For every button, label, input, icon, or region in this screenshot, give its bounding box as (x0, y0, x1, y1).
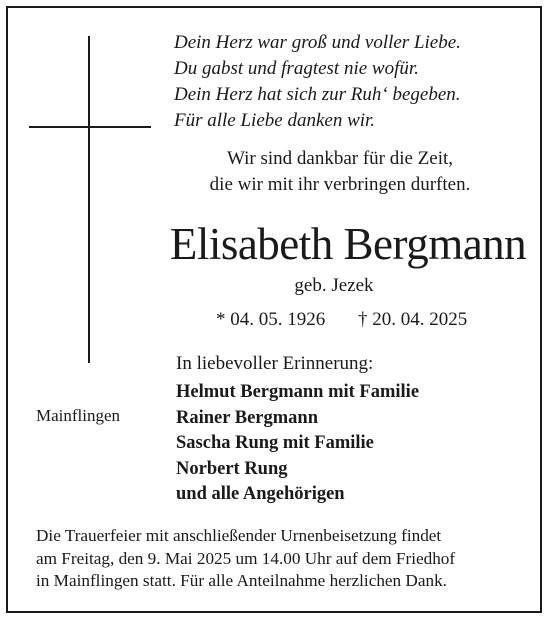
notice-line: am Freitag, den 9. Mai 2025 um 14.00 Uhr auf dem Friedhof (36, 548, 456, 568)
mourners-list (176, 380, 419, 508)
deceased-name: Elisabeth Bergmann (169, 219, 527, 269)
poem-line: Dein Herz war groß und voller Liebe. (174, 32, 461, 53)
mourner-item: und alle Angehörigen (176, 484, 345, 504)
mourner-item: Helmut Bergmann mit Familie (176, 382, 420, 402)
gratitude-line: die wir mit ihr verbringen durften. (209, 174, 471, 195)
birth-date: * 04. 05. 1926 (216, 309, 326, 330)
mourner-item: Rainer Bergmann (176, 407, 319, 428)
cross-icon-vertical (88, 36, 90, 363)
poem-line: Du gabst und fragtest nie wofür. (174, 58, 419, 79)
gratitude-text (160, 146, 520, 198)
poem-line: Dein Herz hat sich zur Ruh‘ begeben. (174, 84, 461, 105)
poem (174, 30, 514, 134)
memory-intro: In liebevoller Erinnerung: (176, 353, 374, 374)
funeral-notice (36, 525, 526, 593)
maiden-name: geb. Jezek (294, 275, 374, 296)
gratitude-line: Wir sind dankbar für die Zeit, (226, 148, 454, 169)
cross-icon-horizontal (29, 126, 151, 128)
poem-line: Für alle Liebe danken wir. (174, 110, 376, 131)
mourner-item: Norbert Rung (176, 458, 288, 479)
place-name: Mainflingen (36, 406, 121, 425)
notice-line: in Mainflingen statt. Für alle Anteilnahme herzlichen Dank. (36, 571, 447, 590)
notice-line: Die Trauerfeier mit anschließender Urnenbeisetzung findet (36, 526, 442, 545)
death-date: † 20. 04. 2025 (358, 309, 468, 330)
mourner-item: Sascha Rung mit Familie (176, 433, 374, 453)
